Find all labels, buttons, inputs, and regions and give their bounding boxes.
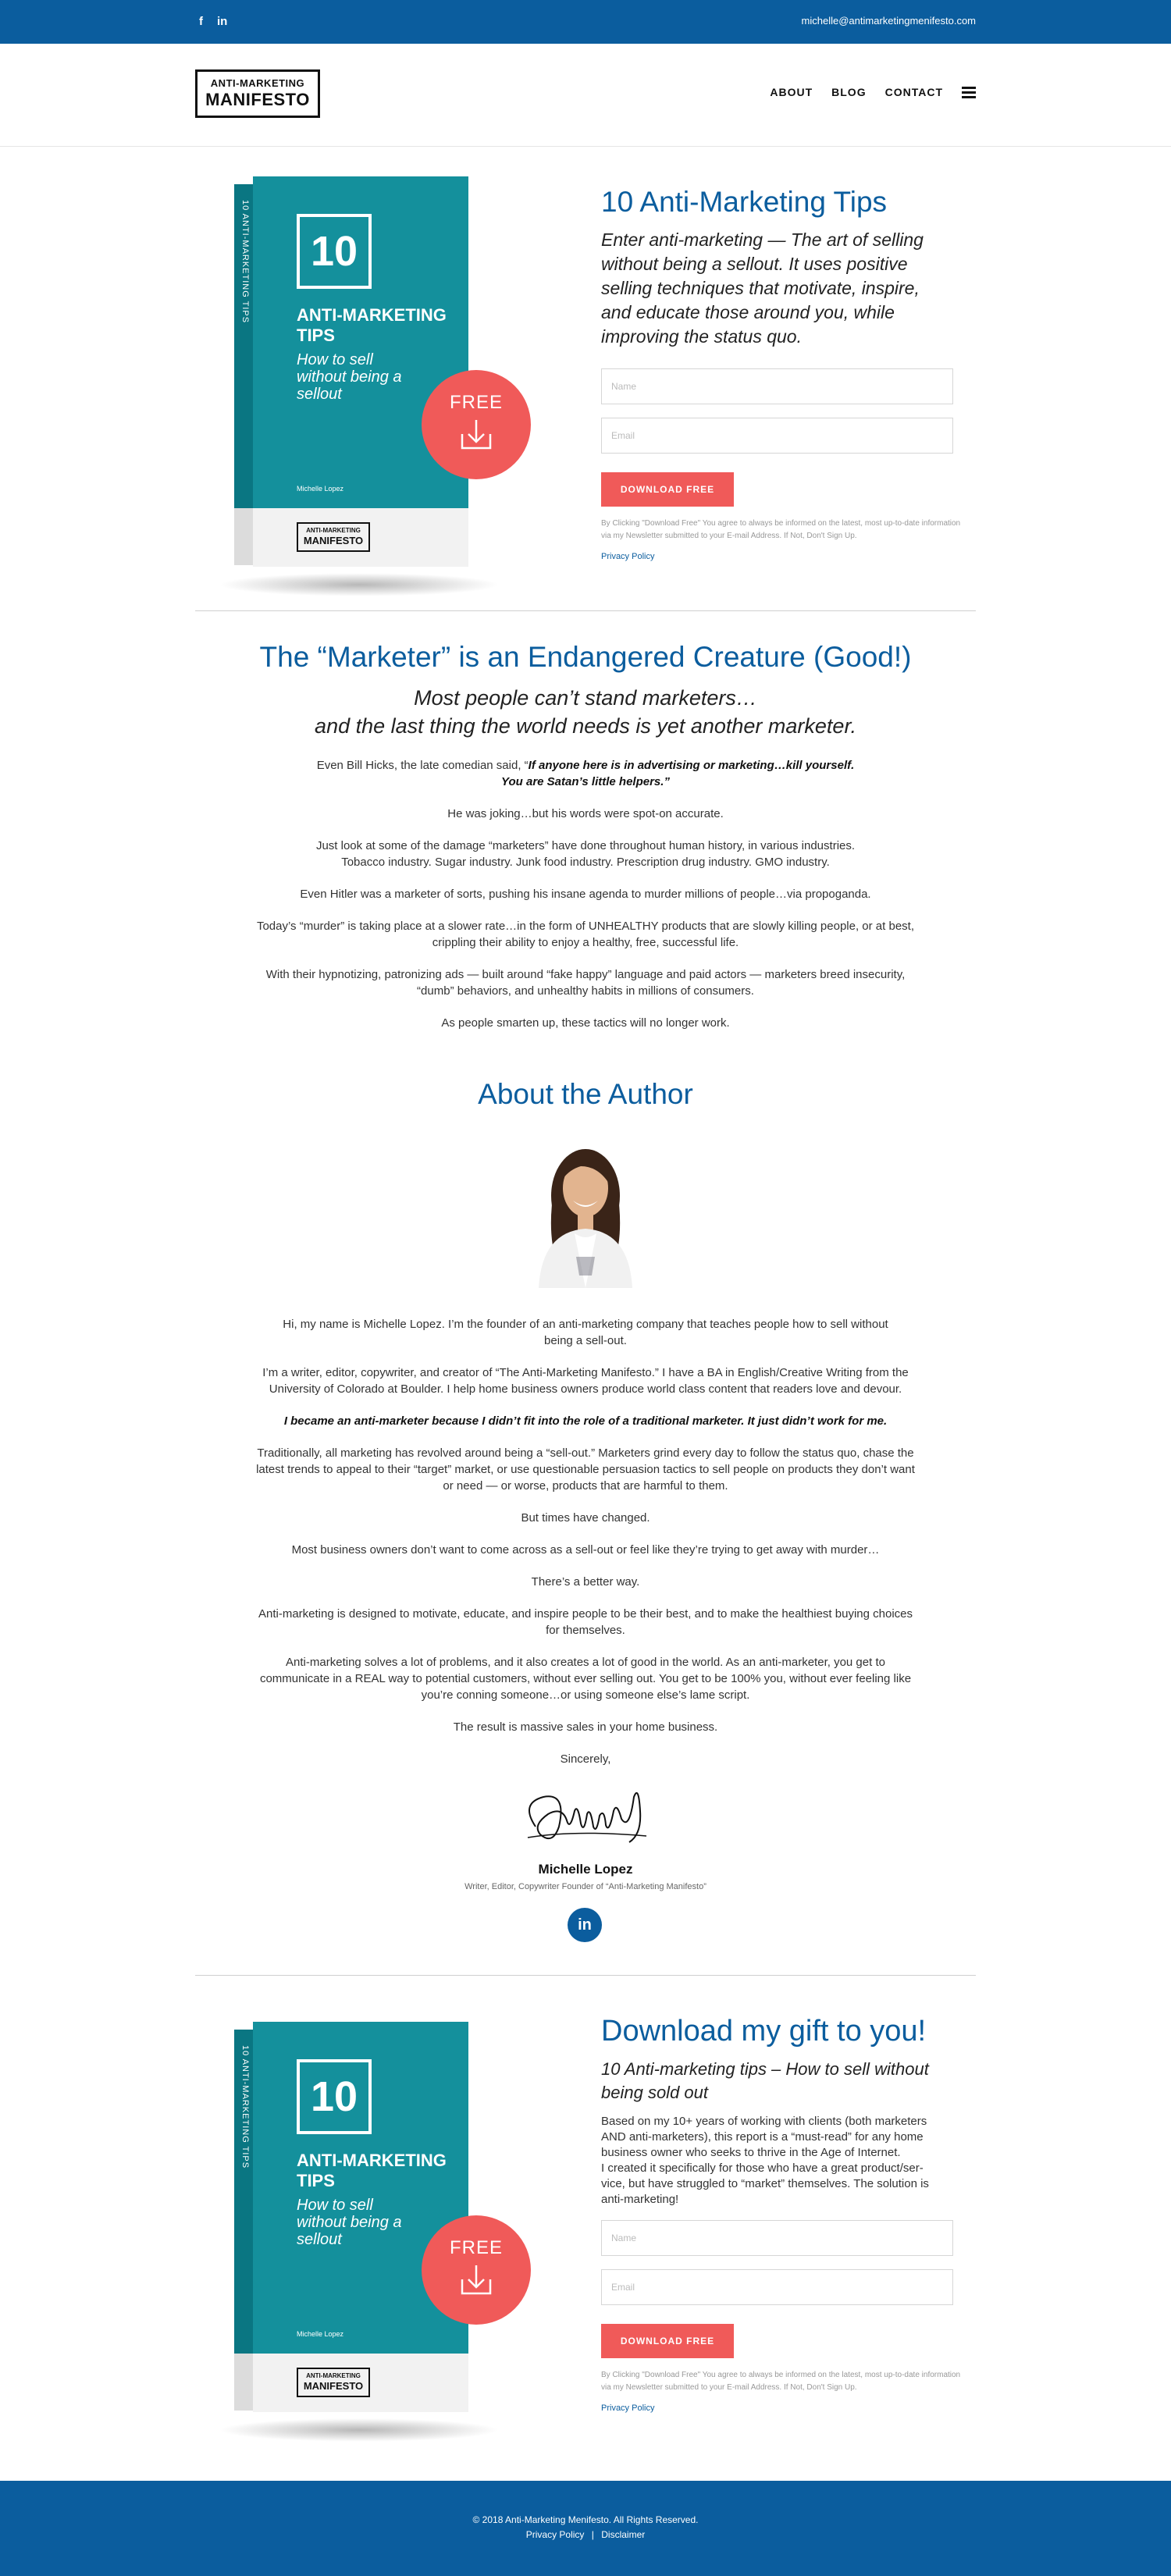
paragraph: Anti-marketing is designed to motivate, educate, and inspire people to be their best, and to make the healthiest buying choices for themselves.: [258, 1607, 913, 1637]
fine-print: By Clicking "Download Free" You agree to always be informed on the latest, most up-to-date information via my Newsletter submitted to your E-mail Address. If Not, Don't Sign Up.: [601, 2371, 961, 2392]
nav-about[interactable]: ABOUT: [770, 86, 813, 98]
linkedin-icon[interactable]: in: [568, 1908, 602, 1942]
paragraph: There’s a better way.: [531, 1575, 640, 1589]
email-input[interactable]: [601, 418, 953, 454]
hero-form: [601, 184, 961, 561]
footer-privacy-link[interactable]: Privacy Policy: [525, 2529, 585, 2540]
paragraph: The result is massive sales in your home business.: [453, 1720, 718, 1734]
gift-subtitle: 10 Anti-marketing tips – How to sell without being sold out: [601, 2059, 929, 2102]
paragraph: Just look at some of the damage “marketers” have done throughout human history, in various industries. Tobacco industry. Sugar industry. Junk food industry. Prescription drug industry. GMO industry.: [315, 839, 856, 869]
book-title: ANTI-MARKETING TIPS: [297, 305, 447, 345]
paragraph: I became an anti-marketer because I didn’t fit into the role of a traditional marketer. It just didn’t work for me.: [283, 1414, 888, 1428]
paragraph: Hi, my name is Michelle Lopez. I’m the founder of an anti-marketing company that teaches people how to sell without being a sell-out.: [283, 1318, 888, 1347]
download-free-button[interactable]: DOWNLOAD FREE: [601, 2324, 734, 2358]
author-role: Writer, Editor, Copywriter Founder of “Anti-Marketing Manifesto”: [464, 1882, 707, 1891]
download-free-button[interactable]: DOWNLOAD FREE: [601, 472, 734, 507]
author-sign-off: [195, 1862, 976, 1891]
hero-intro: Enter anti-marketing — The art of selling without being a sellout. It uses positive selling techniques that motivate, inspire, and educate those around you, while improving the status quo.: [601, 229, 924, 347]
author-bio: [195, 1316, 976, 1767]
book-spine-text: 10 ANTI-MARKETING TIPS: [240, 2045, 250, 2169]
signature-image: [512, 1780, 660, 1852]
paragraph: Even Hitler was a marketer of sorts, pushing his insane agenda to murder millions of people…via propoganda.: [300, 888, 871, 901]
paragraph: As people smarten up, these tactics will no longer work.: [441, 1016, 730, 1030]
site-footer: [0, 2481, 1171, 2576]
gift-body: Based on my 10+ years of working with clients (both marketers AND anti-marketers), this report is a “must-read” for any home business owner who seeks to thrive in the Age of Internet. I created it specifically for those who have a great product/ser- vice, but have struggled to “market” themselves. The solution is anti-marketing!: [601, 2115, 929, 2206]
marketer-title: The “Marketer” is an Endangered Creature (Good!): [259, 641, 912, 673]
ebook-cover-bottom: [234, 2022, 503, 2420]
book-author: Michelle Lopez: [297, 485, 344, 493]
paragraph: Even Bill Hicks, the late comedian said, “If anyone here is in advertising or marketing…kill yourself. You are Satan’s little helpers.”: [316, 759, 855, 788]
paragraph: Traditionally, all marketing has revolved around being a “sell-out.” Marketers grind every day to follow the status quo, chase the latest trends to appeal to their “target” market, or use questionable persuasion tactics to sell people on products they don’t want or need — or worse, products that are harmful to them.: [256, 1446, 915, 1493]
facebook-icon[interactable]: f: [199, 15, 203, 28]
marketer-section: [195, 639, 976, 1031]
footer-links: [0, 2529, 1171, 2540]
site-logo[interactable]: [195, 69, 320, 118]
ebook-cover-top: [234, 176, 503, 575]
divider: [195, 1975, 976, 1976]
free-badge: FREE: [422, 2215, 531, 2325]
name-input[interactable]: [601, 2220, 953, 2256]
book-number: 10: [297, 2059, 372, 2134]
author-photo: [523, 1132, 648, 1288]
book-logo: ANTI-MARKETING MANIFESTO: [297, 2368, 370, 2397]
nav-blog[interactable]: BLOG: [831, 86, 867, 98]
download-arrow-icon: [457, 2264, 495, 2297]
paragraph: With their hypnotizing, patronizing ads — built around “fake happy” language and paid actors — marketers breed insecurity, “dumb” behaviors, and unhealthy habits in millions of consumers.: [265, 968, 906, 998]
top-bar: [0, 0, 1171, 44]
book-author: Michelle Lopez: [297, 2330, 344, 2338]
gift-form: [601, 2012, 961, 2413]
divider: [195, 610, 976, 611]
book-number: 10: [297, 214, 372, 289]
book-logo: ANTI-MARKETING MANIFESTO: [297, 522, 370, 552]
privacy-policy-link[interactable]: Privacy Policy: [601, 2403, 655, 2413]
gift-title: Download my gift to you!: [601, 2015, 927, 2048]
social-links: [199, 14, 227, 30]
free-badge: FREE: [422, 370, 531, 479]
author-title-wrap: [195, 1076, 976, 1113]
paragraph: But times have changed.: [521, 1511, 650, 1525]
site-header: [0, 44, 1171, 147]
marketer-subtitle: Most people can’t stand marketers… and the last thing the world needs is yet another marketer.: [315, 686, 856, 738]
paragraph: Most business owners don’t want to come across as a sell-out or feel like they’re trying to get away with murder…: [291, 1543, 880, 1557]
book-spine-text: 10 ANTI-MARKETING TIPS: [240, 200, 250, 324]
logo-line2: MANIFESTO: [205, 90, 310, 109]
book-title: ANTI-MARKETING TIPS: [297, 2151, 447, 2190]
book-subtitle: How to sell without being a sellout: [297, 2197, 402, 2248]
footer-separator: |: [591, 2529, 594, 2540]
email-input[interactable]: [601, 2269, 953, 2305]
contact-email-link[interactable]: michelle@antimarketingmenifesto.com: [801, 15, 976, 27]
main-nav: [770, 86, 976, 98]
name-input[interactable]: [601, 368, 953, 404]
nav-contact[interactable]: CONTACT: [884, 86, 943, 98]
author-section-title: About the Author: [478, 1078, 693, 1110]
hero-title: 10 Anti-Marketing Tips: [601, 186, 888, 218]
paragraph: Anti-marketing solves a lot of problems, and it also creates a lot of good in the world. As an anti-marketer, you get to communicate in a REAL way to potential customers, without ever selling out. You get to be 100% you, without ever feeling like you’re conning someone…or using someone else’s lame script.: [259, 1656, 912, 1702]
download-arrow-icon: [457, 418, 495, 451]
footer-disclaimer-link[interactable]: Disclaimer: [601, 2529, 646, 2540]
sincerely-text: Sincerely,: [560, 1752, 611, 1766]
privacy-policy-link[interactable]: Privacy Policy: [601, 552, 655, 561]
author-name: Michelle Lopez: [538, 1862, 633, 1877]
book-subtitle: How to sell without being a sellout: [297, 351, 402, 403]
paragraph: I’m a writer, editor, copywriter, and creator of “The Anti-Marketing Manifesto.” I have a BA in English/Creative Writing from the University of Colorado at Boulder. I help home business owners produce world class content that readers love and devour.: [262, 1366, 909, 1396]
linkedin-icon[interactable]: in: [217, 15, 228, 28]
paragraph: He was joking…but his words were spot-on accurate.: [447, 807, 724, 820]
copyright-text: © 2018 Anti-Marketing Menifesto. All Rights Reserved.: [472, 2514, 699, 2525]
paragraph: Today’s “murder” is taking place at a slower rate…in the form of UNHEALTHY products that are slowly killing people, or at best, crippling their ability to enjoy a healthy, free, successful life.: [256, 920, 915, 949]
hamburger-menu-icon[interactable]: [962, 87, 976, 98]
fine-print: By Clicking "Download Free" You agree to always be informed on the latest, most up-to-date information via my Newsletter submitted to your E-mail Address. If Not, Don't Sign Up.: [601, 519, 961, 540]
logo-line1: ANTI-MARKETING: [210, 77, 305, 89]
